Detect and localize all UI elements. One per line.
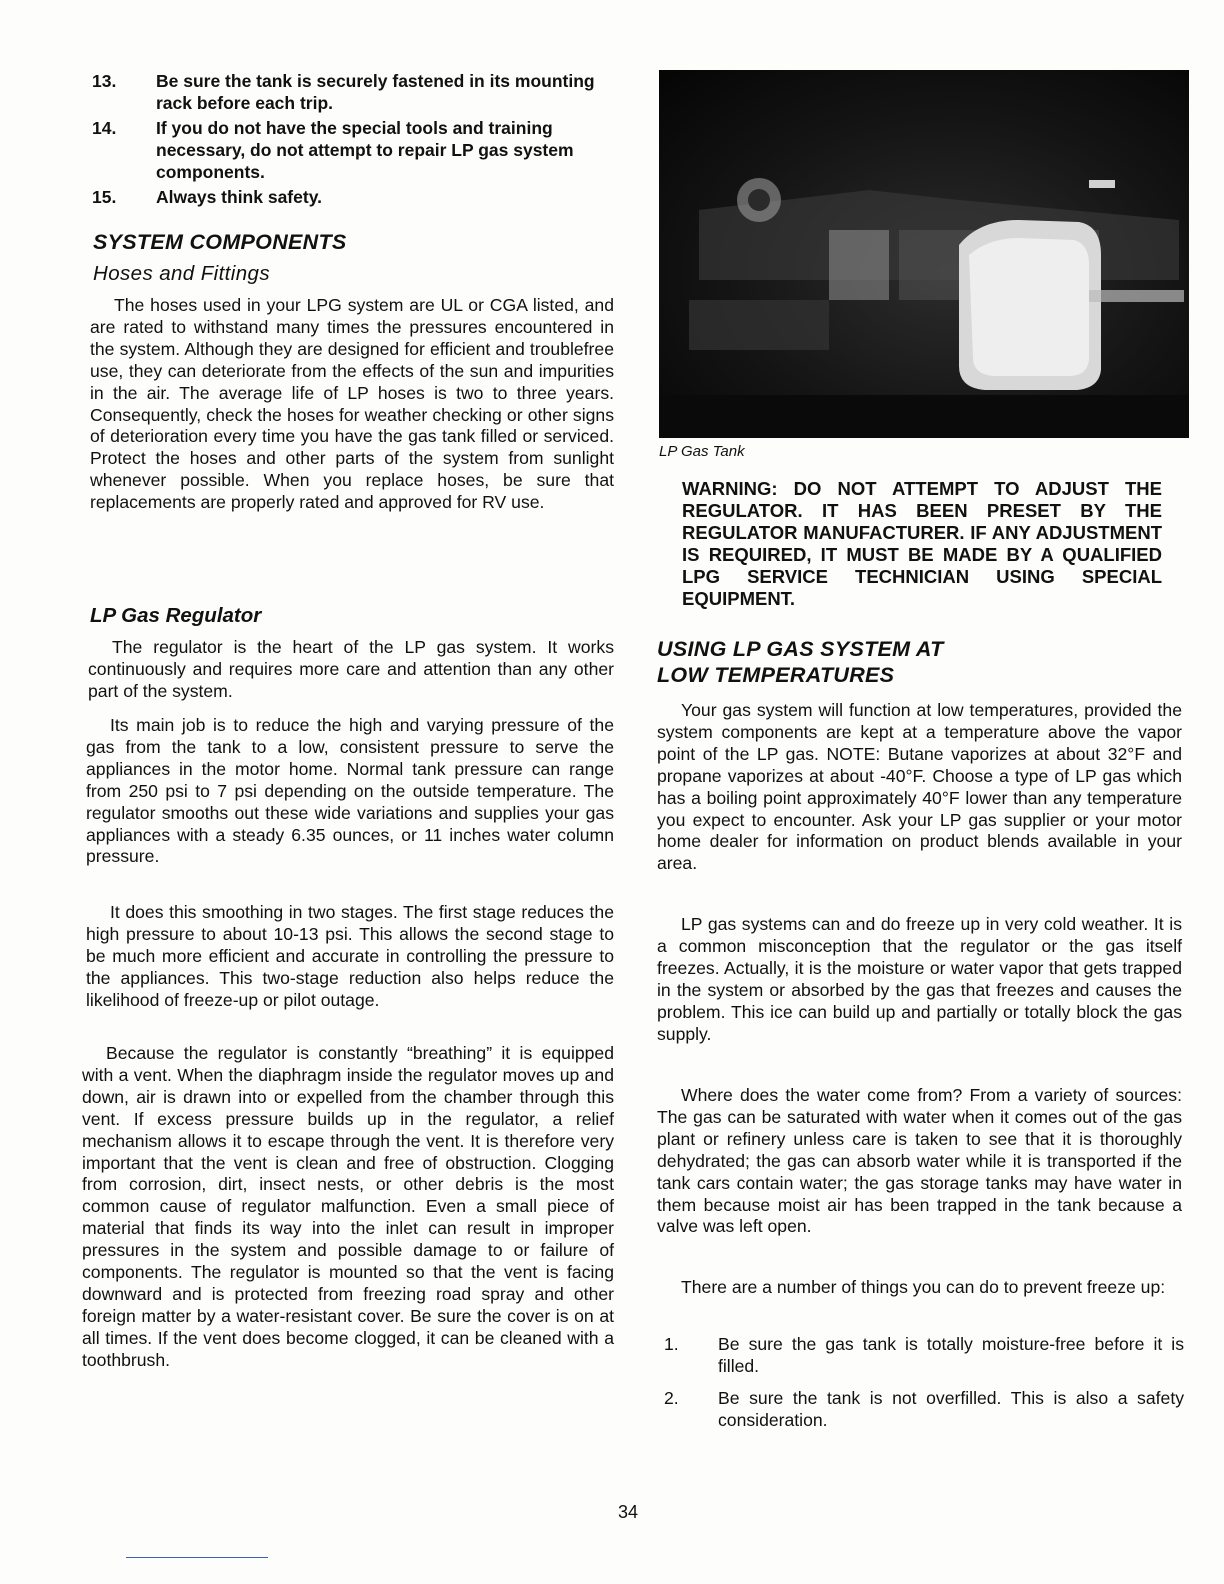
low-temp-paragraph: There are a number of things you can do to prevent freeze up: <box>681 1277 1166 1297</box>
freeze-prevention-list <box>664 1334 1184 1442</box>
regulator-paragraph: It does this smoothing in two stages. The first stage reduces the high pressure to about 10-13 psi. This allows the second stage to be much more efficient and accurate in controlling the pressure to the appliances. This two-stage reduction also helps reduce the likelihood of freeze-up or pilot outage. <box>86 902 614 1010</box>
regulator-paragraph: Because the regulator is constantly “breathing” it is equipped with a vent. When the diaphragm inside the regulator moves up and down, air is drawn into or expelled from the chamber through this vent. If excess pressure builds up in the regulator, a relief mechanism allows it to escape through the vent. It is therefore very important that the vent is clean and free of obstruction. Clogging from corrosion, dirt, insect nests, or other debris is the most common cause of regulator malfunction. Even a small piece of material that finds its way into the inlet can result in improper pressures in the system and possible damage to or failure of components. The regulator is mounted so that the vent is facing downward and is protected from freezing road spray and other foreign matter by a water-resistant cover. Be sure the cover is on at all times. If the vent does become clogged, it can be cleaned with a toothbrush. <box>82 1043 614 1370</box>
page-number: 34 <box>618 1502 639 1522</box>
list-item <box>92 186 622 208</box>
low-temp-paragraph: Your gas system will function at low temperatures, provided the system components are kept at a temperature above the vapor point of the LP gas. NOTE: Butane vaporizes at about 32°F and propane vaporizes at about -40°F. Choose a type of LP gas which has a boiling point approximately 40°F lower than any temperature you expect to encounter. Ask your LP gas supplier or your motor home dealer for information on product blends available in your area. <box>657 700 1182 874</box>
list-item <box>92 117 622 183</box>
section-heading-low-temperatures <box>657 636 944 688</box>
photo-caption: LP Gas Tank <box>659 443 745 460</box>
lp-gas-tank-photo <box>659 70 1189 438</box>
list-text: Always think safety. <box>156 187 322 207</box>
list-text: If you do not have the special tools and training necessary, do not attempt to repair LP gas system components. <box>156 118 574 182</box>
low-temp-paragraph: LP gas systems can and do freeze up in very cold weather. It is a common misconception that the regulator or the gas itself freezes. Actually, it is the moisture or water vapor that gets trapped in the system or absorbed by the gas that freezes and causes the problem. This ice can build up and partially or totally block the gas supply. <box>657 914 1182 1044</box>
list-text: Be sure the tank is securely fastened in its mounting rack before each trip. <box>156 71 595 113</box>
hoses-paragraph: The hoses used in your LPG system are UL or CGA listed, and are rated to withstand many times the pressures encountered in the system. Although they are designed for efficient and troublefree use, they can deteriorate from the effects of the sun and impurities in the air. The average life of LP hoses is two to three years. Consequently, check the hoses for weather checking or other signs of deterioration every time you have the gas tank filled or serviced. Protect the hoses and other parts of the system from sunlight whenever possible. When you replace hoses, be sure that replacements are properly rated and approved for RV use. <box>90 295 614 513</box>
list-number: 1. <box>664 1334 679 1354</box>
subheading-lp-gas-regulator: LP Gas Regulator <box>90 604 262 627</box>
heading-line: LOW TEMPERATURES <box>657 663 895 687</box>
list-text: Be sure the tank is not overfilled. This is also a safety consideration. <box>718 1387 1184 1430</box>
list-item <box>664 1334 1184 1378</box>
lp-gas-tank-illustration <box>659 70 1189 438</box>
safety-list <box>92 70 622 208</box>
list-item <box>664 1388 1184 1432</box>
warning-text: WARNING: DO NOT ATTEMPT TO ADJUST THE REGULATOR. IT HAS BEEN PRESET BY THE REGULATOR MANUFACTURER. IF ANY ADJUSTMENT IS REQUIRED, IT MUST BE MADE BY A QUALIFIED LPG SERVICE TECHNICIAN USING SPECIAL EQUIPMENT. <box>682 478 1162 609</box>
section-heading-system-components: SYSTEM COMPONENTS <box>93 230 347 254</box>
list-item <box>92 70 622 114</box>
list-number: 13. <box>92 71 117 91</box>
low-temp-paragraph: Where does the water come from? From a variety of sources: The gas can be saturated with water when it comes out of the gas plant or refinery unless care is taken to see that it is thoroughly dehydrated; the gas can absorb water while it is transported if the tank cars contain water; the gas storage tanks may have water in them because moist air has been trapped in the tank because a valve was left open. <box>657 1085 1182 1237</box>
list-text: Be sure the gas tank is totally moisture-free before it is filled. <box>718 1334 1184 1376</box>
list-number: 2. <box>664 1387 679 1408</box>
heading-line: USING LP GAS SYSTEM AT <box>657 637 944 661</box>
regulator-paragraph: The regulator is the heart of the LP gas system. It works continuously and requires more care and attention than any other part of the system. <box>88 637 614 701</box>
regulator-paragraph: Its main job is to reduce the high and varying pressure of the gas from the tank to a low, consistent pressure to serve the appliances in the motor home. Normal tank pressure can range from 250 psi to 7 psi depending on the outside temperature. The regulator smooths out these wide variations and supplies your gas appliances with a steady 6.35 ounces, or 11 inches water column pressure. <box>86 715 614 867</box>
subheading-hoses-and-fittings: Hoses and Fittings <box>93 262 270 285</box>
footer-rule <box>126 1557 268 1558</box>
list-number: 14. <box>92 118 117 138</box>
list-number: 15. <box>92 187 117 207</box>
